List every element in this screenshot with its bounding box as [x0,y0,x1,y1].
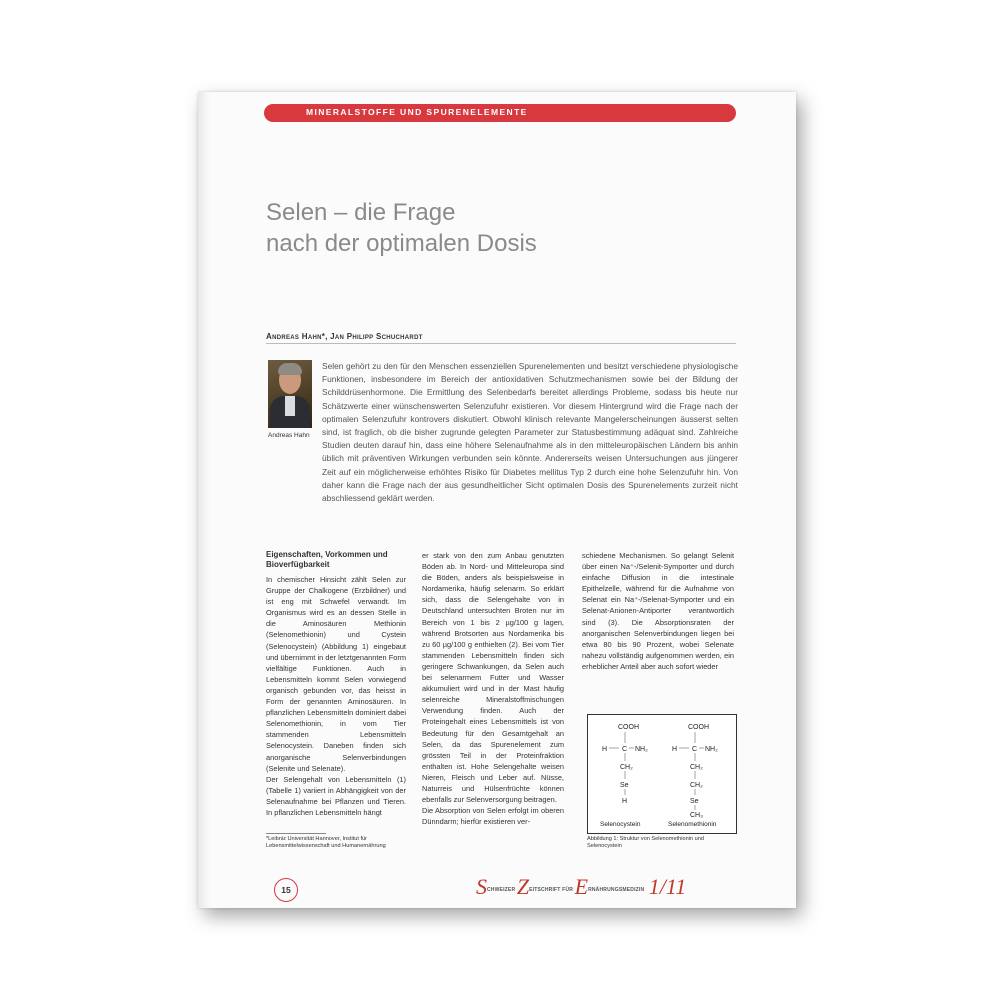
nh2-label: NH₂ [705,746,718,753]
article-title [266,197,537,259]
section-heading: Eigenschaften, Vorkommen und Bioverfügbarkeit [266,550,388,569]
column-3 [582,550,734,672]
author-photo [268,360,312,428]
journal-letter-s: S [476,874,487,899]
c-label: C [622,746,628,753]
c-label: C [692,746,698,753]
cooh-label: COOH [618,724,639,731]
left-molecule-name: Selenocystein [600,821,641,828]
h-label: H [622,798,628,805]
structure-figure [587,714,737,834]
photo-caption: Andreas Hahn [268,432,310,439]
h-label: H [602,746,608,753]
journal-issue: 1/11 [648,874,687,899]
title-line-1: Selen – die Frage [266,199,456,226]
footnote-divider [266,833,326,834]
h-label: H [672,746,678,753]
paragraph: schiedene Mechanismen. So gelangt Selenit über einen Na⁺-/Selenit-Symporter und durch einfache Diffusion in die intestinale Epithelzelle, während für die Aufnahme von Selenat ein Na⁺-/Selenat-Symporter und ein Selenat-Anionen-Antiporter verantwortlich sind (3). Die Absorptionsraten der anorganischen Selenverbindungen liegen bei etwa 80 bis 90 Prozent, wobei Selenate nahezu vollständig aufgenommen werden, ein erheblicher Anteil aber auch sofort wieder [582,551,734,671]
title-line-2: nach der optimalen Dosis [266,230,537,257]
paragraph: Die Absorption von Selen erfolgt im oberen Dünndarm; hierfür existieren ver- [422,806,564,827]
paragraph: Der Selengehalt von Lebensmitteln (1) (Tabelle 1) variiert in Abhängigkeit von der Selenaufnahme bei Pflanzen und Tieren. In pflanzlichen Lebensmitteln hängt [266,774,406,817]
journal-word-2: EITSCHRIFT FÜR [529,887,575,893]
abstract: Selen gehört zu den für den Menschen essenziellen Spurenelementen und besitzt verschiedene physiologische Funktionen, insbesondere im Bereich der antioxidativen Schutzmechanismen sowie bei der Bildung der Schilddrüsenhormone. Die Ermittlung des Selenbedarfs bereitet allerdings Probleme, sodass bis heute nur Schätzwerte einer wünschenswerten Selenzufuhr existieren. Vor diesem Hintergrund wird die Frage nach der optimalen Selenzufuhr kontrovers diskutiert. Obwohl klinisch relevante Mangelerscheinungen äusserst selten sind, ist fraglich, ob die bisher zugrunde gelegten Parameter zur Statusbestimmung adäquat sind. Zahlreiche Studien deuten darauf hin, dass eine höhere Selenaufnahme als in den mitteleuropäischen Ländern bis anhin üblich mit präventiven Wirkungen verbunden sein könnte. Andererseits weisen Untersuchungen aus jüngerer Zeit auf ein möglicherweise erhöhtes Risiko für Diabetes mellitus Typ 2 durch eine hohe Selenzufuhr hin. Von daher kann die Frage nach der aus gesundheitlicher Sicht optimalen Dosis des Spurenelements zurzeit nicht abschliessend geklärt werden. [322,361,738,504]
author-line: Andreas Hahn*, Jan Philipp Schuchardt [266,332,423,341]
journal-letter-e: E [574,874,589,899]
ch2-label: CH₂ [690,764,703,771]
journal-word-1: CHWEIZER [487,887,517,893]
column-2 [422,550,564,827]
se-label: Se [690,798,699,805]
journal-letter-z: Z [516,874,530,899]
section-banner [264,104,736,122]
cooh-label: COOH [688,724,709,731]
journal-logo [476,874,686,900]
paragraph: er stark von den zum Anbau genutzten Böden ab. In Nord- und Mitteleuropa sind die Böden, anders als beispielsweise in Nordamerika, häufig selenarm. So erklärt sich, dass die Selengehalte von in Deutschland untersuchten Broten nur im Bereich von 1 bis 2 µg/100 g lagen, während Brotsorten aus Nordamerika bis zu 60 µg/100 g enthielten (2). Bei vom Tier stammenden Lebensmitteln finden sich geringere Schwankungen, da Selen auch bei selenarmem Futter und Wasser akkumuliert wird und in der Mast häufig selenreiche Mineralstoffmischungen Verwendung finden. Auch der Proteingehalt eines Lebensmittels ist von Bedeutung für den Gesamtgehalt an Selen, da das Spurenelement zum grössten Teil in der Proteinfraktion enthalten ist. Hohe Selengehalte weisen Nieren, Fleisch und Leber auf. Nüsse, Naturreis und Hülsenfrüchte können ebenfalls zur Selenversorgung beitragen. [422,551,564,805]
magazine-page [198,92,796,908]
ch3-label: CH₃ [690,812,703,819]
author-divider [266,343,736,344]
figure-caption: Abbildung 1: Struktur von Selenomethionin und Selenocystein [587,836,704,849]
nh2-label: NH₂ [635,746,648,753]
journal-word-3: RNÄHRUNGSMEDIZIN [588,887,645,893]
right-molecule-name: Selenomethionin [668,821,717,828]
footnote: *Leibniz Universität Hannover, Institut für Lebensmittelwissenschaft und Humanernährung [266,836,386,849]
ch2-label: CH₂ [620,764,633,771]
ch2-label: CH₂ [690,782,703,789]
page-number: 15 [274,878,298,902]
section-label: MINERALSTOFFE UND SPURENELEMENTE [306,107,528,117]
paragraph: In chemischer Hinsicht zählt Selen zur Gruppe der Chalkogene (Erzbildner) und ist eng mit Schwefel verwandt. Im Organismus wird es an dessen Stelle in die Aminosäuren Methionin (Selenomethionin) und Cystein (Selenocystein) (Abbildung 1) eingebaut und übernimmt in der letztgenannten Form vielfältige Funktionen. Auch in Lebensmitteln kommt Selen vorwiegend organisch gebunden vor, das heisst in Form der genannten Aminosäuren. In pflanzlichen Lebensmitteln dominiert dabei Selenomethionin, in vom Tier stammenden Lebensmitteln Selenocystein. Daneben finden sich anorganische Selenverbindungen (Selenite und Selenate). [266,575,406,773]
column-1 [266,550,406,818]
se-label: Se [620,782,629,789]
